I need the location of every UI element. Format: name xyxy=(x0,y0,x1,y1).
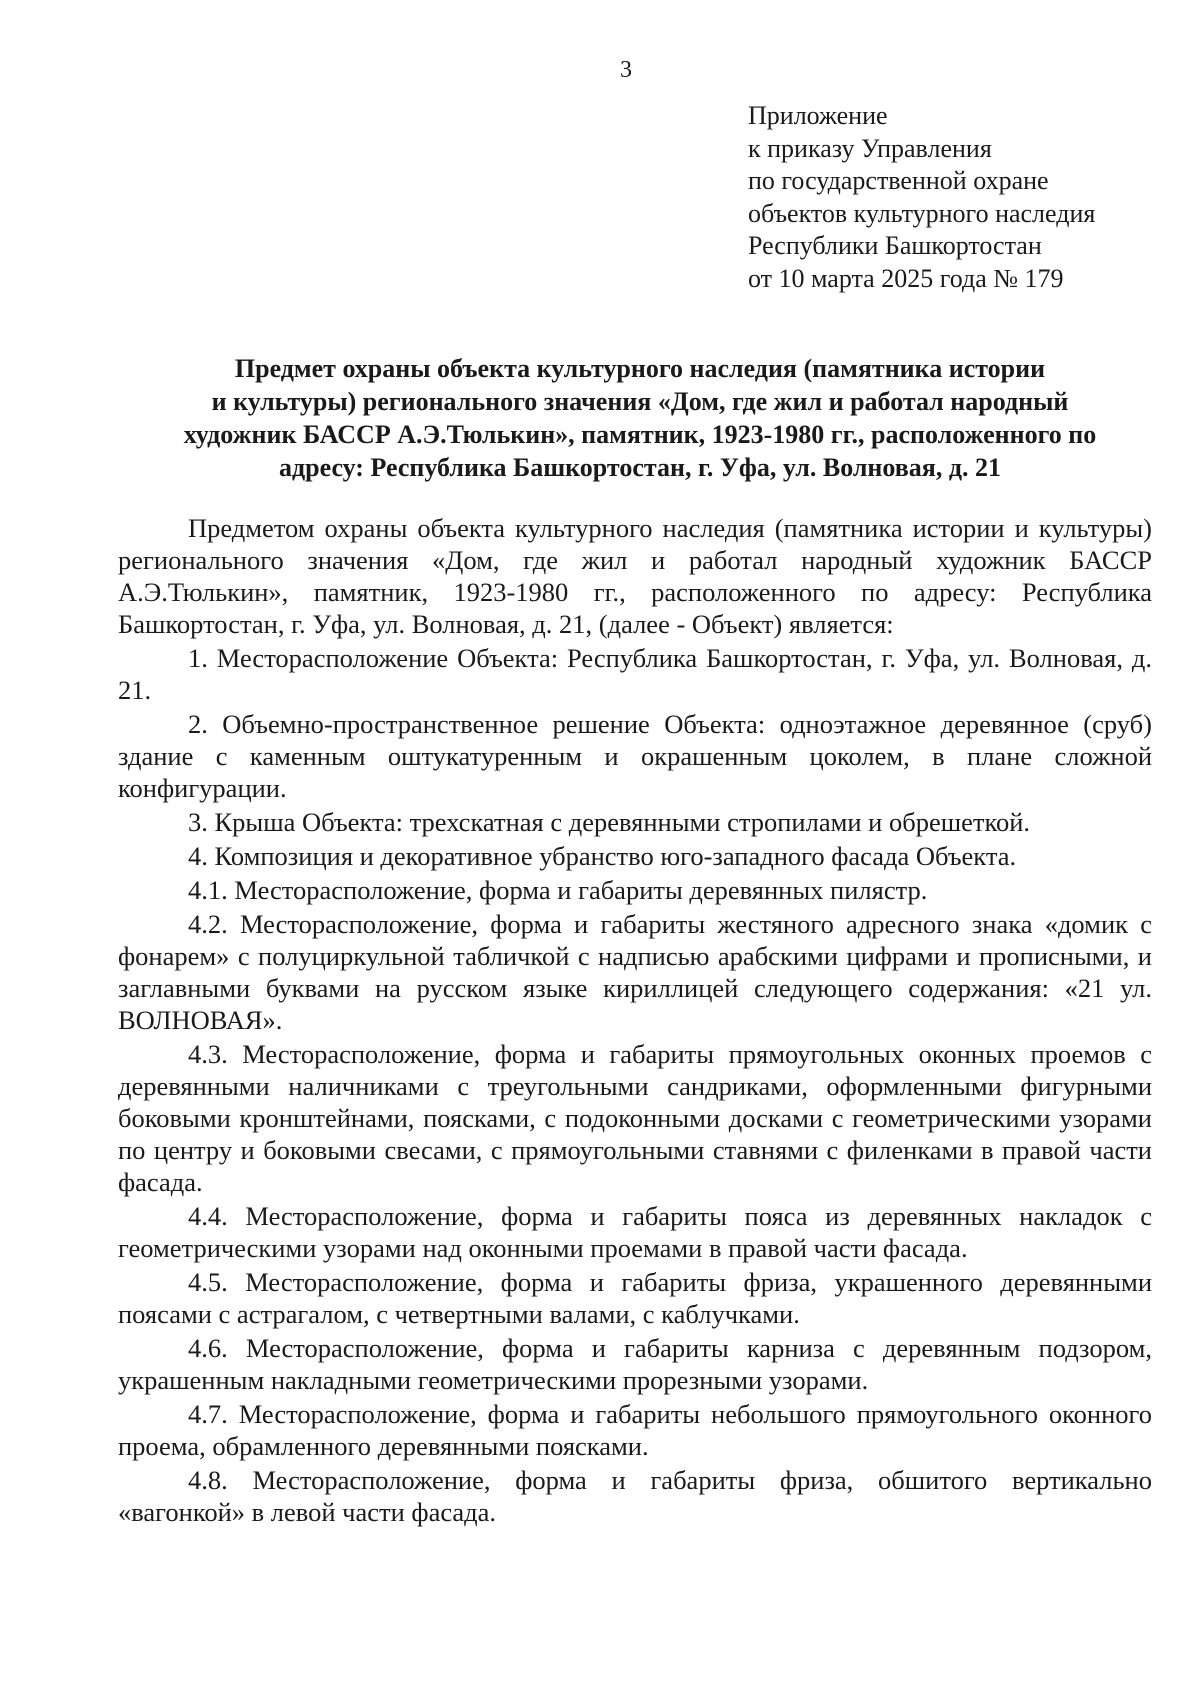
title-line: Предмет охраны объекта культурного наследия (памятника истории xyxy=(234,354,1046,383)
paragraph-intro: Предметом охраны объекта культурного наследия (памятника истории и культуры) регионального значения «Дом, где жил и работал народный художник БАССР А.Э.Тюлькин», памятник, 1923-1980 гг., расположенного по адресу: Республика Башкортостан, г. Уфа, ул. Волновая, д. 21, (далее - Объект) является: xyxy=(118,513,1152,639)
paragraph-4-8: 4.8. Месторасположение, форма и габариты фриза, обшитого вертикально «вагонкой» в левой части фасада. xyxy=(118,1465,1152,1527)
paragraph-1: 1. Месторасположение Объекта: Республика Башкортостан, г. Уфа, ул. Волновая, д. 21. xyxy=(118,643,1152,705)
paragraph-3: 3. Крыша Объекта: трехскатная с деревянными стропилами и обрешеткой. xyxy=(188,807,1031,837)
document-title xyxy=(120,352,1160,484)
paragraph-4-2: 4.2. Месторасположение, форма и габариты жестяного адресного знака «домик с фонарем» с полуциркульной табличкой с надписью арабскими цифрами и прописными, и заглавными буквами на русском языке кириллицей следующего содержания: «21 ул. ВОЛНОВАЯ». xyxy=(118,909,1152,1035)
appendix-line: объектов культурного наследия xyxy=(748,198,1096,228)
title-line: адресу: Республика Башкортостан, г. Уфа, ул. Волновая, д. 21 xyxy=(278,453,1002,482)
paragraph-2: 2. Объемно-пространственное решение Объекта: одноэтажное деревянное (сруб) здание с каменным оштукатуренным и окрашенным цоколем, в плане сложной конфигурации. xyxy=(118,709,1152,803)
paragraph-4-1: 4.1. Месторасположение, форма и габариты деревянных пилястр. xyxy=(188,875,928,905)
appendix-line: Республики Башкортостан xyxy=(748,231,1042,260)
paragraph-4: 4. Композиция и декоративное убранство юго-западного фасада Объекта. xyxy=(188,841,1017,871)
paragraph-4-4: 4.4. Месторасположение, форма и габариты пояса из деревянных накладок с геометрическими узорами над оконными проемами в правой части фасада. xyxy=(118,1201,1152,1263)
paragraph-4-5: 4.5. Месторасположение, форма и габариты фриза, украшенного деревянными поясами с астрагалом, с четвертными валами, с каблучками. xyxy=(118,1267,1152,1329)
appendix-block xyxy=(748,100,1095,295)
paragraph-4-3: 4.3. Месторасположение, форма и габариты прямоугольных оконных проемов с деревянными наличниками с треугольными сандриками, оформленными фигурными боковыми кронштейнами, поясками, с подоконными досками с геометрическими узорами по центру и боковыми свесами, с прямоугольными ставнями с филенками в правой части фасада. xyxy=(118,1039,1152,1197)
document-body xyxy=(118,512,1152,1530)
appendix-line: к приказу Управления xyxy=(748,133,992,163)
title-line: и культуры) регионального значения «Дом, где жил и работал народный xyxy=(211,387,1069,416)
title-line: художник БАССР А.Э.Тюлькин», памятник, 1923-1980 гг., расположенного по xyxy=(183,420,1097,449)
appendix-line: по государственной охране xyxy=(748,166,1049,195)
paragraph-4-6: 4.6. Месторасположение, форма и габариты карниза с деревянным подзором, украшенным накладными геометрическими прорезными узорами. xyxy=(118,1333,1152,1395)
appendix-line: от 10 марта 2025 года № 179 xyxy=(748,263,1064,293)
paragraph-4-7: 4.7. Месторасположение, форма и габариты небольшого прямоугольного оконного проема, обрамленного деревянными поясками. xyxy=(118,1399,1152,1461)
appendix-line: Приложение xyxy=(748,101,888,130)
page-number: 3 xyxy=(620,57,632,83)
